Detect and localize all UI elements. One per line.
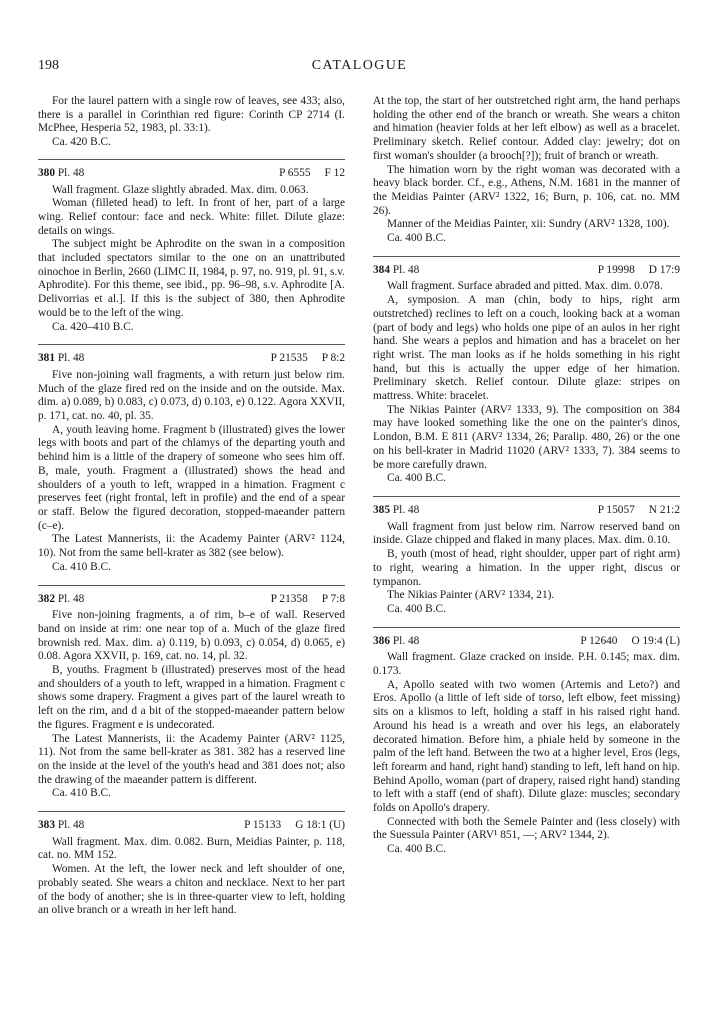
entry-paragraph: Women. At the left, the lower neck and left shoulder of one, probably seated. She wears a chiton and necklace. Next to her part of the body of another; she is in three-quarter view to left, holding an olive branch or a wreath in her left hand. bbox=[38, 863, 345, 917]
intro-date: Ca. 420 B.C. bbox=[52, 136, 111, 149]
left-column bbox=[38, 95, 345, 918]
entry-heading bbox=[38, 811, 345, 833]
entry-date: Ca. 400 B.C. bbox=[387, 843, 446, 856]
catalogue-entry-380 bbox=[38, 159, 345, 334]
continuation-paragraph: Manner of the Meidias Painter, xii: Sundry (ARV² 1328, 100). bbox=[387, 218, 670, 231]
entry-inventory: P 12640 bbox=[580, 634, 618, 647]
entry-paragraph: The Latest Mannerists, ii: the Academy Painter (ARV² 1124, 10). Not from the same bell-krater as 382 (see below). bbox=[38, 533, 345, 560]
entry-paragraph: The subject might be Aphrodite on the swan in a composition that included spectators similar to the one on an unattributed oinochoe in Berlin, 2660 (LIMC II, 1984, p. 97, no. 919, pl. 91, s.v. Aphrodite). For this theme, see ibid., pp. 96–98, s.v. Aphrodite [A. Delivorrias et al.]. If this is the subject of 380, then Aphrodite would be to the left of the wing. bbox=[38, 238, 345, 319]
entry-inventory: P 21535 bbox=[270, 352, 308, 365]
entry-number: 381 bbox=[38, 352, 56, 365]
entry-date: Ca. 420–410 B.C. bbox=[52, 320, 134, 333]
entry-heading bbox=[38, 159, 345, 181]
entry-number: 386 bbox=[373, 634, 391, 647]
catalogue-entry-386 bbox=[373, 627, 680, 857]
entry-date: Ca. 400 B.C. bbox=[387, 472, 446, 485]
entry-plate: Pl. 48 bbox=[392, 263, 420, 276]
catalogue-entry-383 bbox=[38, 811, 345, 918]
entry-plate: Pl. 48 bbox=[57, 352, 85, 365]
entry-paragraph: The Latest Mannerists, ii: the Academy Painter (ARV² 1125, 11). Not from the same bell-krater as 381. 382 has a reserved line on the inside at the level of the youth's head and 381 does not; also the drawing of the maeander pattern is different. bbox=[38, 732, 345, 786]
entry-date: Ca. 410 B.C. bbox=[52, 560, 111, 573]
entry-date: Ca. 400 B.C. bbox=[387, 602, 446, 615]
entry-paragraph: Wall fragment. Glaze slightly abraded. Max. dim. 0.063. bbox=[52, 183, 309, 196]
entry-findspot: D 17:9 bbox=[648, 263, 680, 276]
entry-findspot: F 12 bbox=[324, 166, 345, 179]
entry-heading bbox=[373, 627, 680, 649]
entry-findspot: O 19:4 (L) bbox=[631, 634, 680, 647]
entry-findspot: P 7:8 bbox=[321, 592, 345, 605]
entry-inventory: P 21358 bbox=[270, 592, 308, 605]
catalogue-entry-384 bbox=[373, 256, 680, 486]
continuation-paragraph: The himation worn by the right woman was decorated with a heavy black border. Cf., e.g., Athens, N.M. 1681 in the manner of the Meidias Painter (ARV² 1322, 16; Burn, p. 106, cat. no. MM 26). bbox=[373, 163, 680, 217]
page-number: 198 bbox=[38, 58, 59, 73]
entry-heading bbox=[373, 496, 680, 518]
entry-inventory: P 15133 bbox=[244, 819, 282, 832]
entry-paragraph: Wall fragment. Max. dim. 0.082. Burn, Meidias Painter, p. 118, cat. no. MM 152. bbox=[38, 835, 345, 862]
entry-paragraph: A, Apollo seated with two women (Artemis and Leto?) and Eros. Apollo (a little of left side of torso, left elbow, feet missing) sits on a klismos to left, holding a staff in his raised right hand. Around his head is a wreath and over his legs, an elaborately decorated himation. Before him, a phiale held by someone in the palm of the left hand. Between the two at a higher level, Eros (legs, left forearm and hand, right hand) standing to left, left hand on hip. Behind Apollo, woman (part of drapery, raised right hand) standing to left with a staff (end of shaft). Dilute glaze: muscles; secondary folds on Apollo's drapery. bbox=[373, 678, 680, 815]
entry-383-continuation bbox=[373, 95, 680, 246]
entry-paragraph: The Nikias Painter (ARV² 1333, 9). The composition on 384 may have looked something like the one on the painter's dinos, London, B.M. E 811 (ARV² 1334, 26; Paralip. 480, 26) or the one on his bell-krater in Madrid 11020 (ARV² 1333, 7). 384 seems to be more carefully drawn. bbox=[373, 403, 680, 471]
entry-number: 382 bbox=[38, 592, 56, 605]
entry-number: 383 bbox=[38, 819, 56, 832]
entry-findspot: P 8:2 bbox=[321, 352, 345, 365]
entry-paragraph: Wall fragment. Surface abraded and pitted. Max. dim. 0.078. bbox=[387, 280, 663, 293]
continuation-paragraph: At the top, the start of her outstretched right arm, the hand perhaps holding the other end of the branch or wreath. She wears a chiton and himation (heavier folds at her left elbow) as well as a bracelet. Preliminary sketch. Relief contour. Added clay: jewelry; dot on first woman's shoulder (a brooch[?]); fruit of branch or wreath. bbox=[373, 95, 680, 162]
intro-continuation bbox=[38, 95, 345, 150]
entry-date: Ca. 410 B.C. bbox=[52, 787, 111, 800]
continuation-date: Ca. 400 B.C. bbox=[387, 232, 446, 245]
entry-paragraph: Wall fragment from just below rim. Narrow reserved band on inside. Glaze chipped and flaked in many places. Max. dim. 0.10. bbox=[373, 520, 680, 547]
catalogue-entry-381 bbox=[38, 344, 345, 574]
entry-inventory: P 19998 bbox=[597, 263, 635, 276]
entry-paragraph: Five non-joining wall fragments, a with return just below rim. Much of the glaze fired red on the inside and on the outside. Max. dim. a) 0.089, b) 0.083, c) 0.073, d) 0.103, e) 0.122. Agora XXVII, p. 171, cat. no. 40, pl. 35. bbox=[38, 368, 345, 423]
catalogue-entry-382 bbox=[38, 585, 345, 802]
entry-findspot: G 18:1 (U) bbox=[295, 819, 345, 832]
entry-inventory: P 15057 bbox=[597, 503, 635, 516]
entry-paragraph: Wall fragment. Glaze cracked on inside. P.H. 0.145; max. dim. 0.173. bbox=[373, 651, 680, 678]
entry-plate: Pl. 48 bbox=[392, 503, 420, 516]
entry-paragraph: Woman (filleted head) to left. In front of her, part of a large wing. Relief contour: face and neck. White: fillet. Dilute glaze: details on wings. bbox=[38, 197, 345, 237]
entry-plate: Pl. 48 bbox=[57, 166, 85, 179]
entry-number: 385 bbox=[373, 503, 391, 516]
running-head bbox=[38, 58, 681, 78]
intro-paragraph: For the laurel pattern with a single row of leaves, see 433; also, there is a parallel in Corinthian red figure: Corinth CP 2714 (I. McPhee, Hesperia 52, 1983, pl. 33:1). bbox=[38, 95, 345, 135]
entry-paragraph: Five non-joining fragments, a of rim, b–e of wall. Reserved band on inside at rim: one near top of a. Much of the glaze fired brownish red. Max. dim. a) 0.119, b) 0.093, c) 0.054, d) 0.065, e) 0.08. Agora XXVII, p. 169, cat. no. 14, pl. 32. bbox=[38, 609, 345, 663]
entry-number: 384 bbox=[373, 263, 391, 276]
entry-number: 380 bbox=[38, 166, 56, 179]
entry-paragraph: Connected with both the Semele Painter and (less closely) with the Suessula Painter (ARV¹ 851, —; ARV² 1344, 2). bbox=[373, 815, 680, 842]
entry-paragraph: B, youth (most of head, right shoulder, upper part of right arm) to right, wearing a himation. In the upper right, discus or tympanon. bbox=[373, 548, 680, 588]
entry-plate: Pl. 48 bbox=[57, 819, 85, 832]
entry-paragraph: B, youths. Fragment b (illustrated) preserves most of the head and shoulders of a youth to left, wrapped in a himation. Fragment c shows some drapery. Fragment a gives part of the laurel wreath to left on the rim, and d a bit of the stopped-maeander pattern below the figures. Fragment e is undecorated. bbox=[38, 664, 345, 731]
entry-heading bbox=[373, 256, 680, 278]
entry-heading bbox=[38, 585, 345, 607]
entry-plate: Pl. 48 bbox=[57, 592, 85, 605]
entry-paragraph: The Nikias Painter (ARV² 1334, 21). bbox=[387, 589, 555, 602]
section-title: CATALOGUE bbox=[311, 58, 408, 73]
entry-inventory: P 6555 bbox=[279, 166, 311, 179]
catalogue-entry-385 bbox=[373, 496, 680, 617]
entry-findspot: N 21:2 bbox=[648, 503, 680, 516]
entry-heading bbox=[38, 344, 345, 366]
entry-plate: Pl. 48 bbox=[392, 634, 420, 647]
entry-paragraph: A, symposion. A man (chin, body to hips, right arm outstretched) reclines to left on a couch, looking back at a woman (part of body and legs) who holds one pipe of an aulos in her right hand. She wears a peplos and himation and has a bracelet on her right wrist. The man looks as if he holds something in his right hand, but this is actually the upper edge of her himation. Preliminary sketch. Relief contour. Dilute glaze: stripes on mattress. White: bracelet. bbox=[373, 294, 680, 403]
right-column bbox=[373, 95, 680, 857]
entry-paragraph: A, youth leaving home. Fragment b (illustrated) gives the lower legs with boots and part of the chlamys of the departing youth and behind him is a little of the drapery of someone who sees him off. B, male, youth. Fragment a (illustrated) shows the head and shoulders of a youth to left, wrapped in a himation. Fragment c preserves feet (right frontal, left in profile) and the end of a spear or staff. Below the figured decoration, stopped-maeander pattern (c–e). bbox=[38, 423, 345, 532]
